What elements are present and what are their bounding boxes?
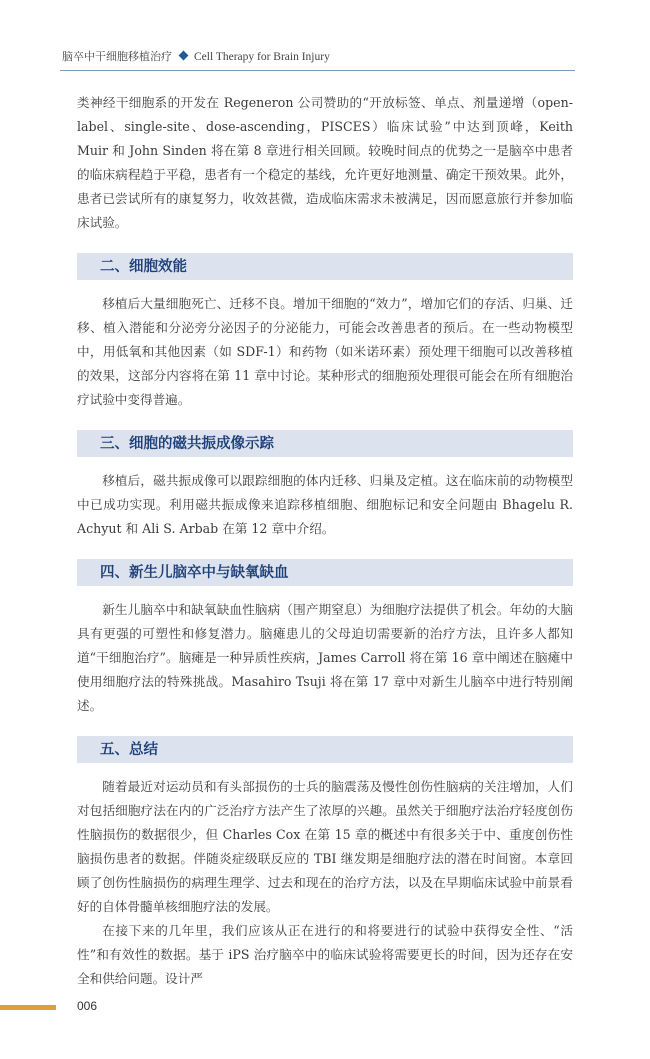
section-heading: 四、新生儿脑卒中与缺氧缺血: [100, 564, 289, 581]
running-header: [62, 49, 650, 64]
header-title-en: Cell Therapy for Brain Injury: [194, 51, 330, 63]
section-heading: 五、总结: [100, 741, 158, 758]
paragraph-mri-tracking: [77, 469, 573, 541]
paragraph-summary: [77, 775, 573, 991]
paragraph-neonatal: [77, 598, 573, 718]
paragraph-text: 移植后，磁共振成像可以跟踪细胞的体内迁移、归巢及定植。这在临床前的动物模型中已成功实现。利用磁共振成像来追踪移植细胞、细胞标记和安全问题由 Bhagelu R. Achyut 和 Ali S. Arbab 在第 12 章中介绍。: [77, 473, 573, 536]
section-heading-band: [77, 430, 573, 457]
section-heading-band: [77, 736, 573, 763]
paragraph-text: 新生儿脑卒中和缺氧缺血性脑病（围产期窒息）为细胞疗法提供了机会。年幼的大脑具有更强的可塑性和修复潜力。脑瘫患儿的父母迫切需要新的治疗方法，且许多人都知道“干细胞治疗”。脑瘫是一种异质性疾病，James Carroll 将在第 16 章中阐述在脑瘫中使用细胞疗法的特殊挑战。Masahiro Tsuji 将在第 17 章中对新生儿脑卒中进行特别阐述。: [77, 602, 573, 713]
page-number: 006: [77, 999, 98, 1013]
section-heading-band: [77, 559, 573, 586]
page-footer: [0, 999, 650, 1019]
paragraph-cell-potency: [77, 292, 573, 412]
paragraph-text: 在接下来的几年里，我们应该从正在进行的和将要进行的试验中获得安全性、“活性”和有效性的数据。基于 iPS 治疗脑卒中的临床试验将需要更长的时间，因为还存在安全和供给问题。设计严: [77, 923, 573, 986]
paragraph-text: 移植后大量细胞死亡、迁移不良。增加干细胞的“效力”，增加它们的存活、归巢、迁移、植入潜能和分泌旁分泌因子的分泌能力，可能会改善患者的预后。在一些动物模型中，用低氧和其他因素（如 SDF-1）和药物（如米诺环素）预处理干细胞可以改善移植的效果，这部分内容将在第 11 章中讨论。某种形式的细胞预处理很可能会在所有细胞治疗试验中变得普遍。: [77, 296, 573, 407]
section-heading-band: [77, 253, 573, 280]
paragraph-text: 随着最近对运动员和有头部损伤的士兵的脑震荡及慢性创伤性脑病的关注增加，人们对包括细胞疗法在内的广泛治疗方法产生了浓厚的兴趣。虽然关于细胞疗法治疗轻度创伤性脑损伤的数据很少，但 Charles Cox 在第 15 章的概述中有很多关于中、重度创伤性脑损伤患者的数据。伴随炎症级联反应的 TBI 继发期是细胞疗法的潜在时间窗。本章回顾了创伤性脑损伤的病理生理学、过去和现在的治疗方法，以及在早期临床试验中前景看好的自体骨髓单核细胞疗法的发展。: [77, 779, 573, 914]
paragraph-text: 类神经干细胞系的开发在 Regeneron 公司赞助的“开放标签、单点、剂量递增（open-label、single-site、dose-ascending，PISCES）临床试验”中达到顶峰，Keith Muir 和 John Sinden 将在第 8 章进行相关回顾。较晚时间点的优势之一是脑卒中患者的临床病程趋于平稳，患者有一个稳定的基线，允许更好地测量、确定干预效果。此外，患者已尝试所有的康复努力，收效甚微，造成临床需求未被满足，因而愿意旅行并参加临床试验。: [77, 95, 573, 230]
section-heading: 三、细胞的磁共振成像示踪: [100, 435, 274, 452]
header-rule: [60, 70, 575, 71]
page-number-accent-bar: [0, 1005, 56, 1010]
diamond-icon: [179, 51, 189, 61]
section-heading: 二、细胞效能: [100, 258, 187, 275]
paragraph-intro: [77, 91, 573, 235]
header-title-cn: 脑卒中干细胞移植治疗: [62, 50, 172, 63]
